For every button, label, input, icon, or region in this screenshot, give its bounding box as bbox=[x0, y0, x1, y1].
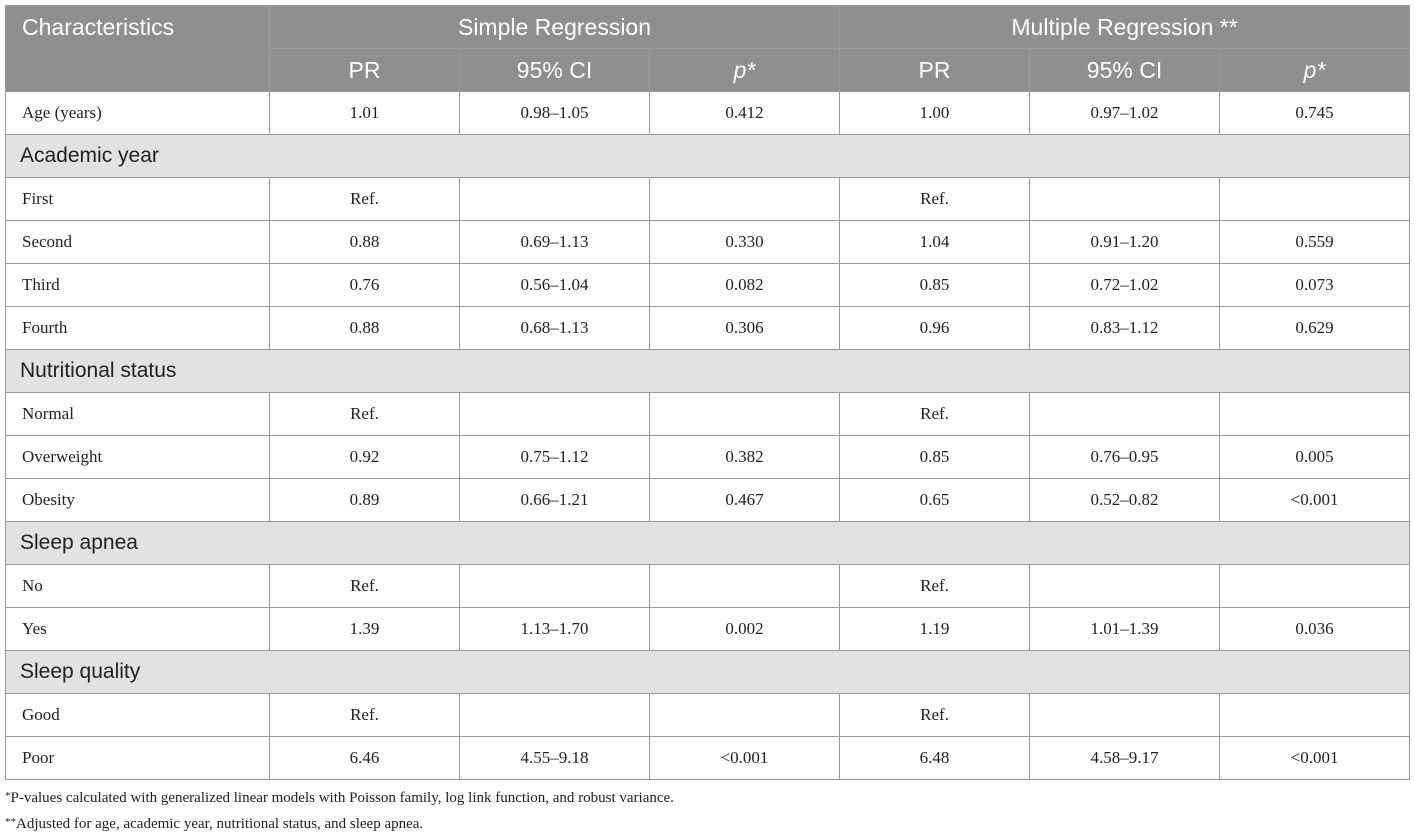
cell-multiple-ci bbox=[1030, 565, 1220, 608]
cell-multiple-p: 0.629 bbox=[1220, 307, 1410, 350]
cell-simple-ci: 0.66–1.21 bbox=[460, 479, 650, 522]
footnote-2 bbox=[5, 816, 1405, 833]
section-row-academic-year bbox=[6, 135, 1410, 178]
cell-multiple-p: 0.073 bbox=[1220, 264, 1410, 307]
table-row-normal bbox=[6, 393, 1410, 436]
cell-simple-pr: 0.88 bbox=[270, 307, 460, 350]
header-multiple-p: p* bbox=[1220, 49, 1410, 92]
cell-simple-p: 0.330 bbox=[650, 221, 840, 264]
row-label: Fourth bbox=[6, 307, 270, 350]
cell-simple-p bbox=[650, 393, 840, 436]
cell-multiple-pr: 0.85 bbox=[840, 264, 1030, 307]
cell-simple-pr: 6.46 bbox=[270, 737, 460, 780]
cell-multiple-p: 0.745 bbox=[1220, 92, 1410, 135]
cell-simple-ci: 0.56–1.04 bbox=[460, 264, 650, 307]
section-row-sleep-quality bbox=[6, 651, 1410, 694]
cell-simple-pr: 0.76 bbox=[270, 264, 460, 307]
header-simple-p: p* bbox=[650, 49, 840, 92]
row-label: Normal bbox=[6, 393, 270, 436]
cell-simple-p: <0.001 bbox=[650, 737, 840, 780]
section-label: Sleep quality bbox=[6, 651, 1410, 694]
cell-multiple-pr: 1.19 bbox=[840, 608, 1030, 651]
cell-simple-ci bbox=[460, 694, 650, 737]
cell-multiple-p bbox=[1220, 565, 1410, 608]
table-row-third bbox=[6, 264, 1410, 307]
cell-multiple-p: 0.005 bbox=[1220, 436, 1410, 479]
cell-simple-p: 0.382 bbox=[650, 436, 840, 479]
footnote-1 bbox=[5, 790, 1405, 807]
header-simple-regression: Simple Regression bbox=[270, 6, 840, 49]
cell-multiple-p bbox=[1220, 393, 1410, 436]
row-label: Third bbox=[6, 264, 270, 307]
cell-multiple-ci: 0.76–0.95 bbox=[1030, 436, 1220, 479]
table-row-good bbox=[6, 694, 1410, 737]
section-row-nutritional-status bbox=[6, 350, 1410, 393]
cell-simple-p bbox=[650, 694, 840, 737]
header-simple-ci: 95% CI bbox=[460, 49, 650, 92]
cell-simple-p: 0.002 bbox=[650, 608, 840, 651]
header-characteristics: Characteristics bbox=[6, 6, 270, 92]
cell-simple-ci bbox=[460, 393, 650, 436]
cell-simple-p bbox=[650, 565, 840, 608]
section-label: Nutritional status bbox=[6, 350, 1410, 393]
cell-simple-p: 0.306 bbox=[650, 307, 840, 350]
cell-multiple-p: 0.036 bbox=[1220, 608, 1410, 651]
table-row-fourth bbox=[6, 307, 1410, 350]
table-row-age bbox=[6, 92, 1410, 135]
cell-multiple-ci: 0.97–1.02 bbox=[1030, 92, 1220, 135]
row-label: Second bbox=[6, 221, 270, 264]
footnote-1-mark: * bbox=[5, 790, 11, 802]
section-row-sleep-apnea bbox=[6, 522, 1410, 565]
row-label: Overweight bbox=[6, 436, 270, 479]
cell-multiple-ci bbox=[1030, 393, 1220, 436]
cell-multiple-ci: 1.01–1.39 bbox=[1030, 608, 1220, 651]
cell-simple-pr: Ref. bbox=[270, 694, 460, 737]
section-label: Academic year bbox=[6, 135, 1410, 178]
header-simple-pr: PR bbox=[270, 49, 460, 92]
table-row-second bbox=[6, 221, 1410, 264]
cell-multiple-ci: 4.58–9.17 bbox=[1030, 737, 1220, 780]
row-label: No bbox=[6, 565, 270, 608]
cell-simple-pr: Ref. bbox=[270, 565, 460, 608]
cell-simple-ci bbox=[460, 565, 650, 608]
row-label: Good bbox=[6, 694, 270, 737]
footnote-1-text: P-values calculated with generalized linear models with Poisson family, log link function, and robust variance. bbox=[10, 790, 674, 806]
cell-simple-pr: 1.01 bbox=[270, 92, 460, 135]
row-label: Yes bbox=[6, 608, 270, 651]
cell-multiple-ci bbox=[1030, 178, 1220, 221]
cell-multiple-ci bbox=[1030, 694, 1220, 737]
cell-simple-pr: Ref. bbox=[270, 393, 460, 436]
cell-simple-pr: 0.92 bbox=[270, 436, 460, 479]
cell-simple-pr: 0.88 bbox=[270, 221, 460, 264]
table-row-no bbox=[6, 565, 1410, 608]
table-row-overweight bbox=[6, 436, 1410, 479]
cell-simple-pr: Ref. bbox=[270, 178, 460, 221]
cell-multiple-pr: 6.48 bbox=[840, 737, 1030, 780]
header-multiple-regression: Multiple Regression ** bbox=[840, 6, 1410, 49]
cell-multiple-pr: 0.65 bbox=[840, 479, 1030, 522]
cell-multiple-p bbox=[1220, 178, 1410, 221]
row-label: First bbox=[6, 178, 270, 221]
table-row-first bbox=[6, 178, 1410, 221]
cell-multiple-p: <0.001 bbox=[1220, 737, 1410, 780]
cell-multiple-pr: Ref. bbox=[840, 393, 1030, 436]
cell-multiple-ci: 0.91–1.20 bbox=[1030, 221, 1220, 264]
cell-simple-p: 0.412 bbox=[650, 92, 840, 135]
cell-simple-ci: 1.13–1.70 bbox=[460, 608, 650, 651]
regression-table bbox=[5, 5, 1410, 780]
cell-multiple-pr: Ref. bbox=[840, 178, 1030, 221]
cell-multiple-p: <0.001 bbox=[1220, 479, 1410, 522]
cell-simple-ci: 4.55–9.18 bbox=[460, 737, 650, 780]
cell-multiple-ci: 0.83–1.12 bbox=[1030, 307, 1220, 350]
cell-simple-p: 0.467 bbox=[650, 479, 840, 522]
table-row-yes bbox=[6, 608, 1410, 651]
cell-multiple-pr: Ref. bbox=[840, 694, 1030, 737]
cell-multiple-pr: 1.00 bbox=[840, 92, 1030, 135]
cell-simple-ci: 0.69–1.13 bbox=[460, 221, 650, 264]
cell-multiple-pr: 1.04 bbox=[840, 221, 1030, 264]
row-label: Age (years) bbox=[6, 92, 270, 135]
table-row-obesity bbox=[6, 479, 1410, 522]
cell-multiple-pr: Ref. bbox=[840, 565, 1030, 608]
cell-simple-ci: 0.75–1.12 bbox=[460, 436, 650, 479]
cell-simple-pr: 1.39 bbox=[270, 608, 460, 651]
cell-multiple-pr: 0.96 bbox=[840, 307, 1030, 350]
regression-table-container bbox=[5, 5, 1409, 780]
row-label: Poor bbox=[6, 737, 270, 780]
header-multiple-ci: 95% CI bbox=[1030, 49, 1220, 92]
table-row-poor bbox=[6, 737, 1410, 780]
cell-simple-pr: 0.89 bbox=[270, 479, 460, 522]
cell-simple-p bbox=[650, 178, 840, 221]
row-label: Obesity bbox=[6, 479, 270, 522]
footnote-2-mark: ** bbox=[5, 816, 16, 828]
cell-simple-ci bbox=[460, 178, 650, 221]
cell-simple-p: 0.082 bbox=[650, 264, 840, 307]
header-multiple-pr: PR bbox=[840, 49, 1030, 92]
cell-multiple-p bbox=[1220, 694, 1410, 737]
section-label: Sleep apnea bbox=[6, 522, 1410, 565]
cell-multiple-pr: 0.85 bbox=[840, 436, 1030, 479]
cell-multiple-ci: 0.52–0.82 bbox=[1030, 479, 1220, 522]
cell-multiple-p: 0.559 bbox=[1220, 221, 1410, 264]
footnote-2-text: Adjusted for age, academic year, nutritional status, and sleep apnea. bbox=[16, 816, 424, 832]
cell-multiple-ci: 0.72–1.02 bbox=[1030, 264, 1220, 307]
header-row-groups bbox=[6, 6, 1410, 49]
cell-simple-ci: 0.68–1.13 bbox=[460, 307, 650, 350]
cell-simple-ci: 0.98–1.05 bbox=[460, 92, 650, 135]
